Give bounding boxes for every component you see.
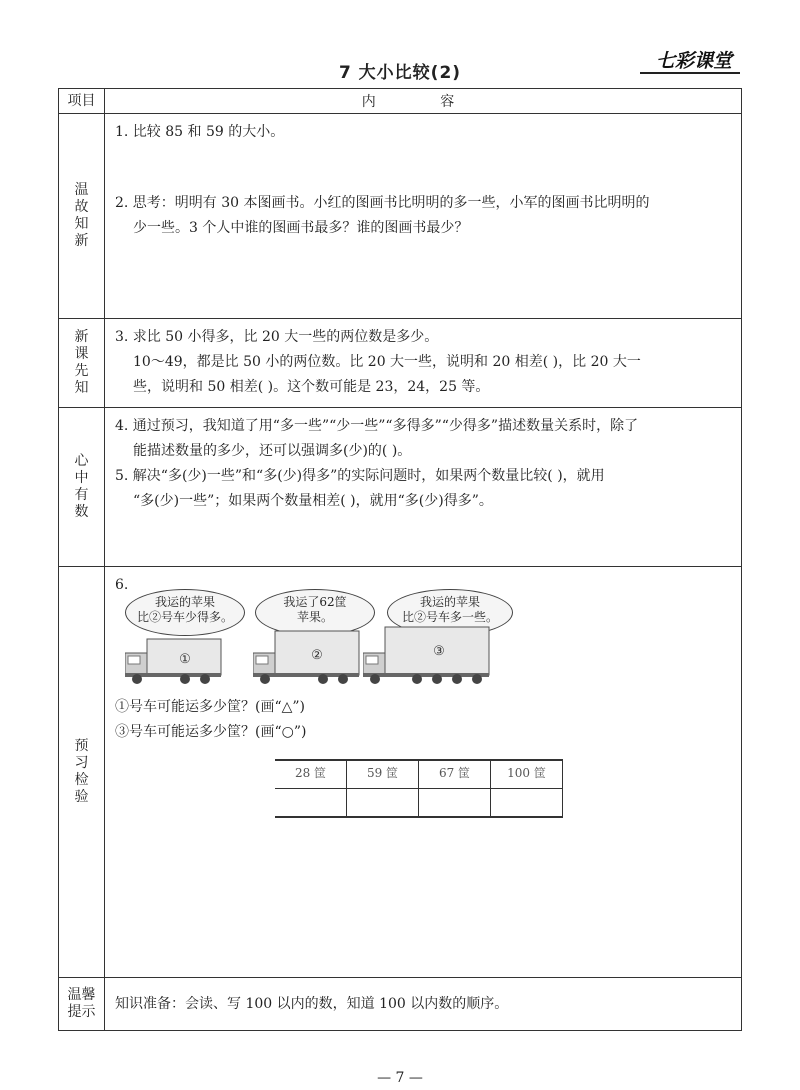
truck-1-icon: [125, 637, 225, 685]
question-2-line2: 少一些。3 个人中谁的图画书最多？谁的图画书最少？: [133, 220, 469, 236]
question-6: 6.: [115, 577, 129, 593]
truck-2-icon: [253, 629, 363, 685]
sub-question-3: ③号车可能运多少筐？(画“○”): [115, 724, 307, 740]
speech-bubble-2: 我运了62筐 苹果。: [255, 589, 375, 636]
section-label-heart: 心中有数: [59, 408, 105, 567]
question-1: 1. 比较 85 和 59 的大小。: [115, 124, 285, 140]
answer-cell[interactable]: [419, 789, 491, 818]
options-table: [275, 759, 563, 818]
section-content-tip: [105, 978, 742, 1031]
header-item: 项目: [59, 89, 105, 114]
truck-1-label: ①: [179, 652, 191, 667]
table-header-row: [59, 89, 742, 114]
option-67: 67 筐: [419, 760, 491, 789]
brand-underline: [640, 72, 740, 74]
section-content-review: [105, 114, 742, 319]
brand-logo: 七彩课堂: [656, 50, 733, 72]
truck-3-label: ③: [433, 644, 445, 659]
question-5-line2: “多(少)一些”；如果两个数量相差( )，就用“多(少)得多”。: [133, 493, 493, 509]
page-number: — 7 —: [377, 1070, 423, 1086]
option-28: 28 筐: [275, 760, 347, 789]
section-heart: [59, 408, 742, 567]
question-3-line3: 些，说明和 50 相差( )。这个数可能是 23，24，25 等。: [133, 379, 490, 395]
speech-bubble-1: 我运的苹果 比②号车少得多。: [125, 589, 245, 636]
tip-text: 知识准备：会读、写 100 以内的数，知道 100 以内数的顺序。: [115, 995, 509, 1012]
answer-cell[interactable]: [347, 789, 419, 818]
answer-cell[interactable]: [491, 789, 563, 818]
option-100: 100 筐: [491, 760, 563, 789]
question-3-line1: 3. 求比 50 小得多，比 20 大一些的两位数是多少。: [115, 329, 439, 345]
section-content-heart: [105, 408, 742, 567]
section-label-review: 温故知新: [59, 114, 105, 319]
section-review: [59, 114, 742, 319]
page-title: 7 大小比较(2): [338, 63, 462, 83]
question-4-line1: 4. 通过预习，我知道了用“多一些”“少一些”“多得多”“少得多”描述数量关系时，除了: [115, 418, 639, 434]
worksheet-table: [58, 88, 742, 1031]
sub-question-1: ①号车可能运多少筐？(画“△”): [115, 699, 306, 715]
section-content-preview: [105, 567, 742, 978]
header-content: 内 容: [105, 89, 742, 114]
section-content-new: [105, 319, 742, 408]
speech-bubble-3: 我运的苹果 比②号车多一些。: [387, 589, 513, 636]
question-4-line2: 能描述数量的多少，还可以强调多(少)的( )。: [133, 443, 412, 459]
section-label-tip: 温馨提示: [59, 978, 105, 1031]
section-new: [59, 319, 742, 408]
question-5-line1: 5. 解决“多(少)一些”和“多(少)得多”的实际问题时，如果两个数量比较( )，就用: [115, 468, 605, 484]
option-59: 59 筐: [347, 760, 419, 789]
section-tip: [59, 978, 742, 1031]
question-2-line1: 2. 思考：明明有 30 本图画书。小红的图画书比明明的多一些，小军的图画书比明明的: [115, 195, 650, 211]
truck-2-label: ②: [311, 648, 323, 663]
section-preview: [59, 567, 742, 978]
truck-3-icon: [363, 625, 493, 685]
answer-cell[interactable]: [275, 789, 347, 818]
section-label-new: 新课先知: [59, 319, 105, 408]
section-label-preview: 预习检验: [59, 567, 105, 978]
question-3-line2: 10～49，都是比 50 小的两位数。比 20 大一些，说明和 20 相差( )，比 20 大一: [133, 354, 641, 370]
